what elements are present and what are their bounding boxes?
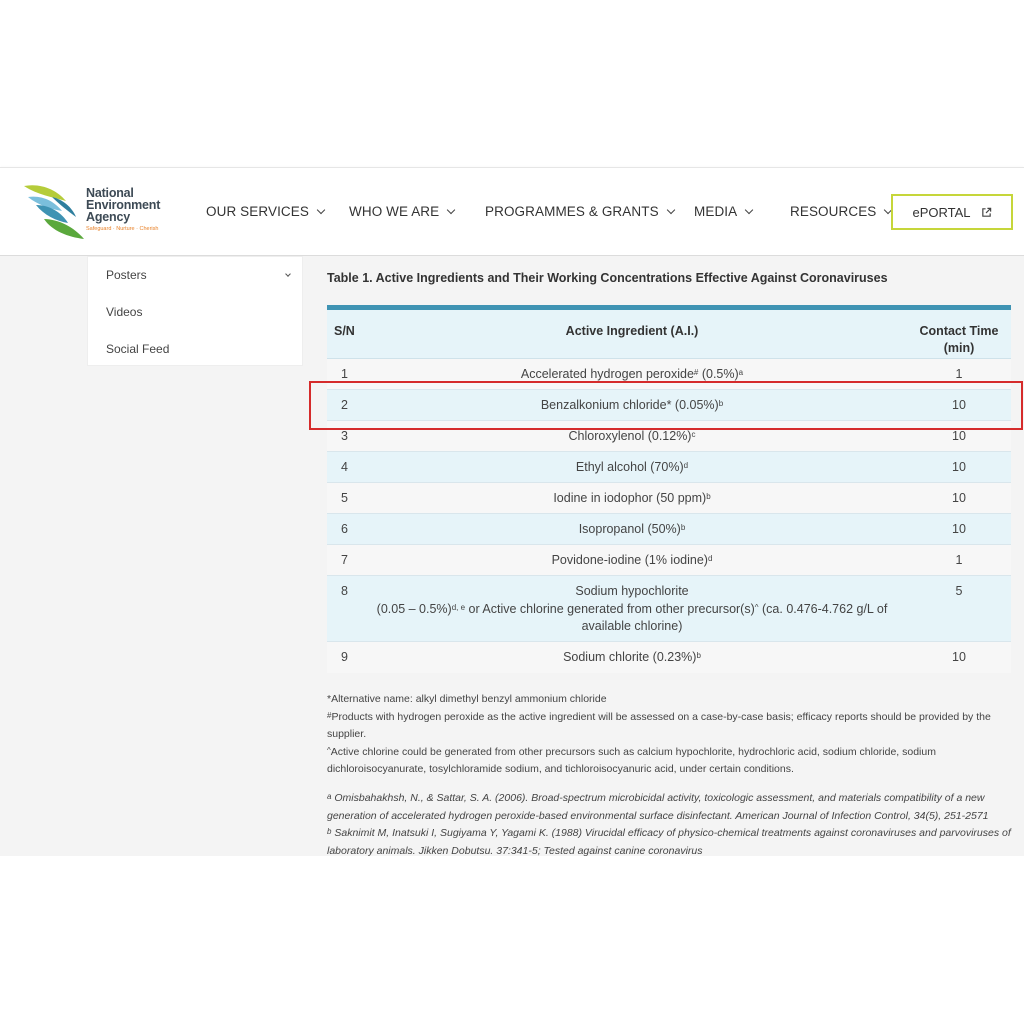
table-row: 4 Ethyl alcohol $(70\%)^d$ 10 (327, 452, 1011, 483)
sidebar-item-social-feed[interactable]: Social Feed (106, 342, 170, 356)
nea-leaf-logo-icon (22, 183, 84, 239)
footnote: #Products with hydrogen peroxide as the active ingredient will be assessed on a case-by-case basis; efficacy reports should be provided by the (327, 710, 991, 723)
sidebar-item-posters[interactable]: Posters (106, 268, 147, 282)
table-header-row (327, 310, 1011, 359)
chevron-down-icon (666, 205, 674, 213)
chevron-down-icon (745, 205, 753, 213)
table-row: 7 Povidone-iodine (1% iodine)$^d$ 1 (327, 545, 1011, 576)
nav-item-media[interactable]: MEDIA (694, 204, 752, 219)
table-row: 6 Isopropanol $(50\%)^b$ 10 (327, 514, 1011, 545)
nav-item-resources[interactable]: RESOURCES (790, 204, 891, 219)
table-row: 9 Sodium chlorite $(0.23\%)^b$ 10 (327, 642, 1011, 673)
header-contact-time: Contact Time (min) (919, 324, 999, 355)
nav-item-our-services[interactable]: OUR SERVICES (206, 204, 324, 219)
table-row: 8 Sodium hypochlorite (0.05 – 0.5%)$^{d, e}$ or Active chlorine generated from other precursor(s)^ (ca. 0.476-4.762 g/L of available chlorine) 5 (327, 576, 1011, 642)
eportal-button[interactable]: ePORTAL (891, 194, 1013, 230)
table-row: 3 Chloroxylenol $(0.12\%)^c$ 10 (327, 421, 1011, 452)
header-ingredient: Active Ingredient (A.I.) (565, 324, 699, 338)
footnote: dichloroisocyanurate, tosylchloramide sodium, and tichloroisocyanuric acid, under certain conditions. (327, 763, 794, 775)
reference: $^b$ Saknimit M, Inatsuki I, Sugiyama Y, Yagami K. (1988) Virucidal efficacy of physico-chemical treatments against coronaviruses and parvoviruses of (327, 827, 1011, 839)
footnote: *Alternative name: alkyl dimethyl benzyl ammonium chloride (327, 693, 607, 705)
logo-wordmark: National Environment Agency (86, 186, 161, 224)
table-footnotes (327, 691, 1017, 779)
chevron-down-icon[interactable] (285, 271, 291, 277)
chevron-down-icon (317, 205, 325, 213)
chevron-down-icon (447, 205, 455, 213)
table-row-benzalkonium: 2 Benzalkonium chloride* $(0.05\%)^b$ 10 (327, 390, 1011, 421)
table-references (327, 790, 1017, 860)
logo-tagline: Safeguard · Nurture · Cherish (86, 226, 159, 232)
table-row: 1 Accelerated hydrogen peroxide# $(0.5\%)^a$ 1 (327, 359, 1011, 390)
footnote: ^Active chlorine could be generated from other precursors such as calcium hypochlorite, hydrochloric acid, sodium chloride, sodium (327, 745, 936, 758)
nea-logo[interactable] (22, 183, 172, 241)
header-sn: S/N (334, 324, 355, 338)
table-title: Table 1. Active Ingredients and Their Working Concentrations Effective Against Coronaviruses (327, 271, 888, 285)
reference: generation of accelerated hydrogen peroxide-based environmental surface disinfectant. American Journal of Infection Control, 34(5), 251-2571 (327, 809, 989, 822)
reference: $^a$ Omisbahakhsh, N., & Sattar, S. A. (2006). Broad-spectrum microbicidal activity, toxicologic assessment, and materials compatibility of a new (327, 792, 985, 804)
ingredients-table (327, 305, 1011, 673)
nav-item-programmes-grants[interactable]: PROGRAMMES & GRANTS (485, 204, 674, 219)
nav-item-who-we-are[interactable]: WHO WE ARE (349, 204, 454, 219)
footnote: supplier. (327, 728, 367, 740)
external-link-icon (981, 207, 992, 218)
table-row: 5 Iodine in iodophor (50 ppm)$^b$ 10 (327, 483, 1011, 514)
site-header (0, 167, 1024, 256)
highlight-box (309, 381, 1023, 430)
sidebar-item-videos[interactable]: Videos (106, 305, 143, 319)
reference: laboratory animals. Jikken Dobutsu. 37:341-5; Tested against canine coronavirus (327, 844, 703, 857)
sidebar-menu (87, 256, 303, 366)
